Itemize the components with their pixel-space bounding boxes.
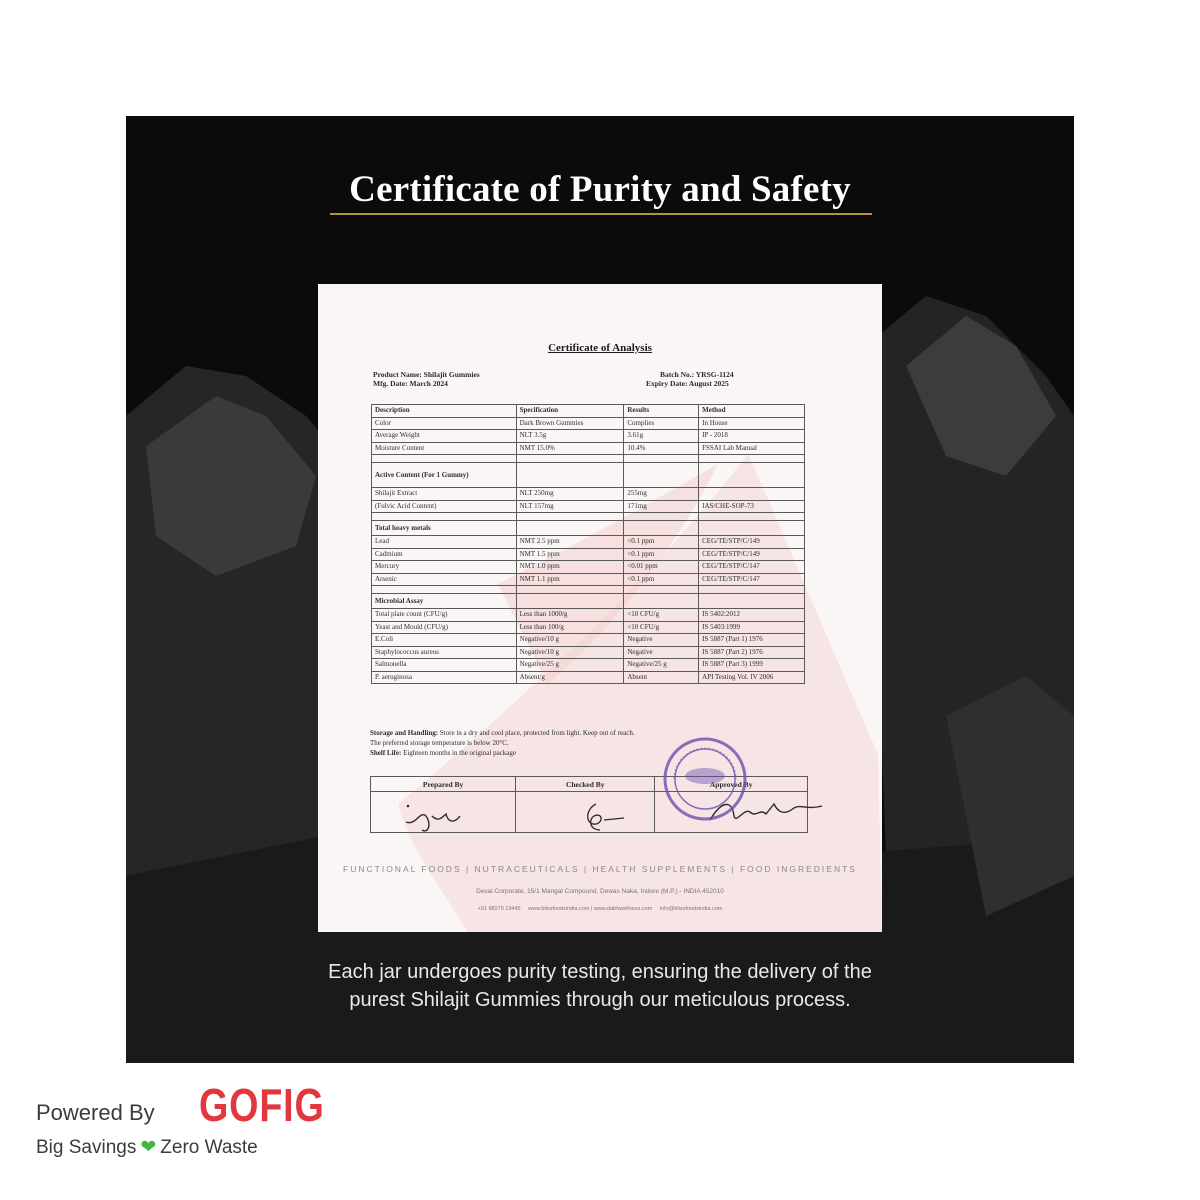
expiry-date: Expiry Date: August 2025 [646,379,729,388]
table-cell: Absent/g [516,671,624,684]
spacer-row [372,455,805,463]
section-row [372,463,805,488]
mfg-date: Mfg. Date: March 2024 [373,379,448,388]
table-row [372,488,805,501]
table-cell: IS 5887 (Part 3) 1999 [699,659,805,672]
spacer-row [372,513,805,521]
table-cell: NMT 2.5 ppm [516,536,624,549]
page-title: Certificate of Purity and Safety [349,169,851,210]
table-cell: Moisture Content [372,442,517,455]
table-cell: Negative/25 g [516,659,624,672]
table-cell: Yeast and Mould (CFU/g) [372,621,517,634]
prepared-by-header: Prepared By [371,777,516,792]
column-header: Description [372,405,517,418]
table-cell: Mercury [372,561,517,574]
table-cell: <0.01 ppm [624,561,699,574]
table-cell: Arsenic [372,573,517,586]
table-row [372,430,805,443]
section-title-heavy: Total heavy metals [372,521,517,536]
table-cell: NLT 157mg [516,500,624,513]
table-cell: IS 5403:1999 [699,621,805,634]
table-row [372,634,805,647]
table-cell: CEG/TE/STP/C/147 [699,561,805,574]
table-cell: <0.1 ppm [624,548,699,561]
table-cell: 255mg [624,488,699,501]
table-cell: Dark Brown Gummies [516,417,624,430]
section-row [372,594,805,609]
section-title-micro: Microbial Assay [372,594,517,609]
table-row [372,417,805,430]
table-cell: NLT 3.5g [516,430,624,443]
title-underline [330,213,872,215]
certificate-document [318,284,882,932]
table-cell: P. aeruginosa [372,671,517,684]
table-cell: Lead [372,536,517,549]
table-row [372,671,805,684]
table-row [372,609,805,622]
table-cell: <0.1 ppm [624,573,699,586]
table-row [372,621,805,634]
company-seal [660,734,750,824]
caption-line-1: Each jar undergoes purity testing, ensuring the delivery of the [328,961,872,983]
table-cell: Staphylococcus aureus [372,646,517,659]
section-title-active: Active Content (For 1 Gummy) [372,463,517,488]
table-cell: 10.4% [624,442,699,455]
analysis-table [371,404,805,684]
table-row [372,442,805,455]
tagline-right: Zero Waste [160,1137,258,1158]
checked-by-header: Checked By [516,777,655,792]
powered-by-text: Powered By [36,1100,155,1125]
table-cell: Color [372,417,517,430]
table-cell: Salmonella [372,659,517,672]
spacer-row [372,586,805,594]
table-cell: IAS/CHE-SOP-73 [699,500,805,513]
table-cell: NMT 1.1 ppm [516,573,624,586]
table-row [372,561,805,574]
shelf-life-label: Shelf Life: [370,749,402,757]
storage-text: Store in a dry and cool place, protected from light. Keep out of reach. [439,729,635,737]
table-cell: CEG/TE/STP/C/149 [699,536,805,549]
column-header: Results [624,405,699,418]
table-cell: NMT 1.5 ppm [516,548,624,561]
footer-contact [318,906,882,912]
table-cell: Shilajit Extract [372,488,517,501]
table-cell: NMT 15.0% [516,442,624,455]
phone-text: +91 98270 19445 [477,906,521,912]
shelf-life-text: Eighteen months in the original package [403,749,517,757]
section-row [372,521,805,536]
document-title: Certificate of Analysis [548,342,652,354]
email-text: info@blissfoodsindia.com [659,906,723,912]
approved-by-header: Approved By [655,777,808,792]
table-cell: Average Weight [372,430,517,443]
gofig-badge [36,1078,356,1168]
table-cell: 171mg [624,500,699,513]
table-row [372,659,805,672]
prepared-signature [398,796,478,836]
table-cell: IS 5887 (Part 2) 1976 [699,646,805,659]
storage-text-2: The preferred storage temperature is below 20°C. [370,739,509,747]
table-cell: <10 CFU/g [624,621,699,634]
table-cell: Negative [624,646,699,659]
table-cell: CEG/TE/STP/C/147 [699,573,805,586]
table-cell: Total plate count (CFU/g) [372,609,517,622]
table-cell: NMT 1.0 ppm [516,561,624,574]
brand-tagline [36,1136,258,1159]
table-row [372,500,805,513]
table-cell: (Fulvic Acid Content) [372,500,517,513]
table-header-row [372,405,805,418]
table-cell: Complies [624,417,699,430]
table-cell: Less than 1000/g [516,609,624,622]
table-cell: NLT 250mg [516,488,624,501]
table-cell [699,488,805,501]
tagline-left: Big Savings [36,1137,137,1158]
checked-signature [574,796,644,836]
table-cell: Less than 100/g [516,621,624,634]
footer-address: Desai Corporate, 15/1 Mangal Compound, Dewas Naka, Indore (M.P.) - INDIA 452010 [476,888,724,895]
caption [126,958,1074,1014]
table-row [372,536,805,549]
table-cell: API Testing Vol. IV 2006 [699,671,805,684]
table-cell: 3.61g [624,430,699,443]
table-cell: IS 5887 (Part 1) 1976 [699,634,805,647]
table-cell: CEG/TE/STP/C/149 [699,548,805,561]
table-cell: Negative/10 g [516,634,624,647]
green-heart-icon: ❤ [140,1137,157,1158]
footer-categories: FUNCTIONAL FOODS | NUTRACEUTICALS | HEALTH SUPPLEMENTS | FOOD INGREDIENTS [343,864,857,874]
table-cell: Negative/10 g [516,646,624,659]
table-row [372,646,805,659]
caption-line-2: purest Shilajit Gummies through our meticulous process. [349,989,851,1011]
column-header: Specification [516,405,624,418]
certificate-banner [126,116,1074,1063]
table-cell: IS 5402:2012 [699,609,805,622]
table-row [372,573,805,586]
gofig-logo: GOFIG [199,1079,325,1131]
table-cell: IP - 2018 [699,430,805,443]
column-header: Method [699,405,805,418]
table-cell: E.Coli [372,634,517,647]
website-text: www.blissfoodsindia.com | www.dabhwellness.com [528,906,653,912]
storage-label: Storage and Handling: [370,729,439,737]
table-cell: Negative [624,634,699,647]
table-cell: <0.1 ppm [624,536,699,549]
table-cell: Negative/25 g [624,659,699,672]
table-cell: Absent [624,671,699,684]
table-row [372,548,805,561]
table-cell: <10 CFU/g [624,609,699,622]
product-name: Product Name: Shilajit Gummies [373,370,480,379]
table-cell: FSSAI Lab Manual [699,442,805,455]
table-cell: Cadmium [372,548,517,561]
table-cell: In House [699,417,805,430]
batch-number: Batch No.: YRSG-1124 [660,370,734,379]
